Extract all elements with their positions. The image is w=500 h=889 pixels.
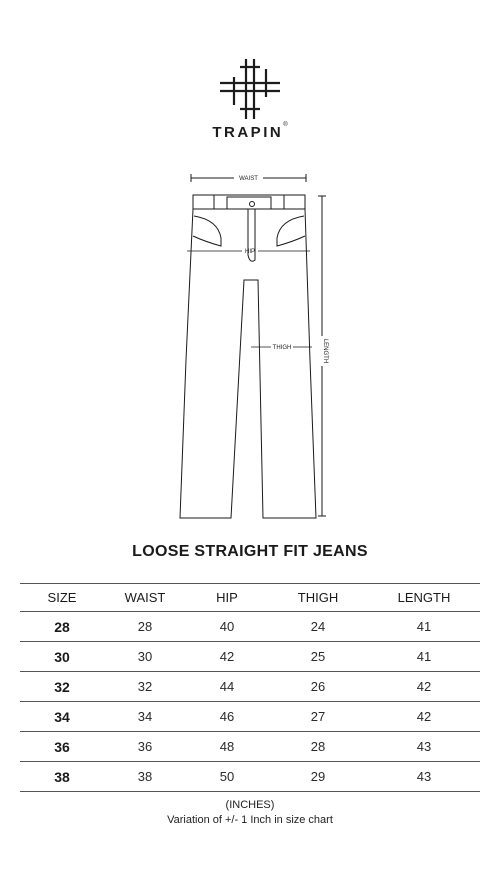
- hip-cell: 40: [186, 612, 268, 642]
- size-cell: 28: [20, 612, 104, 642]
- table-row: [20, 702, 480, 732]
- jeans-measurement-diagram: [0, 160, 500, 530]
- table-row: [20, 762, 480, 792]
- thigh-cell: 28: [268, 732, 368, 762]
- size-cell: 38: [20, 762, 104, 792]
- size-cell: 30: [20, 642, 104, 672]
- length-cell: 41: [368, 642, 480, 672]
- variation-note: Variation of +/- 1 Inch in size chart: [167, 814, 333, 826]
- header-hip: HIP: [186, 584, 268, 612]
- waist-cell: 30: [104, 642, 186, 672]
- table-header-row: [20, 584, 480, 612]
- table-row: [20, 732, 480, 762]
- hip-cell: 42: [186, 642, 268, 672]
- length-cell: 42: [368, 672, 480, 702]
- waist-cell: 32: [104, 672, 186, 702]
- thigh-cell: 29: [268, 762, 368, 792]
- hip-cell: 50: [186, 762, 268, 792]
- thigh-cell: 25: [268, 642, 368, 672]
- header-thigh: THIGH: [268, 584, 368, 612]
- header-size: SIZE: [20, 584, 104, 612]
- trapin-cross-logo: [216, 57, 284, 121]
- waist-cell: 36: [104, 732, 186, 762]
- size-cell: 32: [20, 672, 104, 702]
- registered-mark: ®: [283, 122, 288, 128]
- waist-cell: 38: [104, 762, 186, 792]
- hip-cell: 46: [186, 702, 268, 732]
- left-pocket: [193, 216, 221, 246]
- chart-title: LOOSE STRAIGHT FIT JEANS: [132, 543, 368, 560]
- length-cell: 43: [368, 762, 480, 792]
- size-cell: 36: [20, 732, 104, 762]
- header-waist: WAIST: [104, 584, 186, 612]
- header-length: LENGTH: [368, 584, 480, 612]
- length-label: LENGTH: [322, 338, 328, 364]
- table-row: [20, 642, 480, 672]
- button: [250, 202, 255, 207]
- waist-label: WAIST: [239, 176, 258, 182]
- right-leg-outline: [250, 209, 316, 518]
- length-cell: 43: [368, 732, 480, 762]
- brand-name: [0, 124, 500, 141]
- left-leg-outline: [180, 209, 250, 518]
- thigh-cell: 26: [268, 672, 368, 702]
- right-pocket: [277, 216, 305, 246]
- table-row: [20, 612, 480, 642]
- waist-cell: 34: [104, 702, 186, 732]
- hip-cell: 44: [186, 672, 268, 702]
- size-table: [20, 583, 480, 792]
- unit-note: (INCHES): [225, 799, 275, 811]
- thigh-cell: 24: [268, 612, 368, 642]
- brand-text: TRAPIN: [212, 124, 284, 141]
- waist-cell: 28: [104, 612, 186, 642]
- length-cell: 42: [368, 702, 480, 732]
- hip-label: HIP: [244, 249, 256, 255]
- thigh-cell: 27: [268, 702, 368, 732]
- thigh-label: THIGH: [272, 345, 292, 351]
- hip-cell: 48: [186, 732, 268, 762]
- length-cell: 41: [368, 612, 480, 642]
- size-cell: 34: [20, 702, 104, 732]
- table-row: [20, 672, 480, 702]
